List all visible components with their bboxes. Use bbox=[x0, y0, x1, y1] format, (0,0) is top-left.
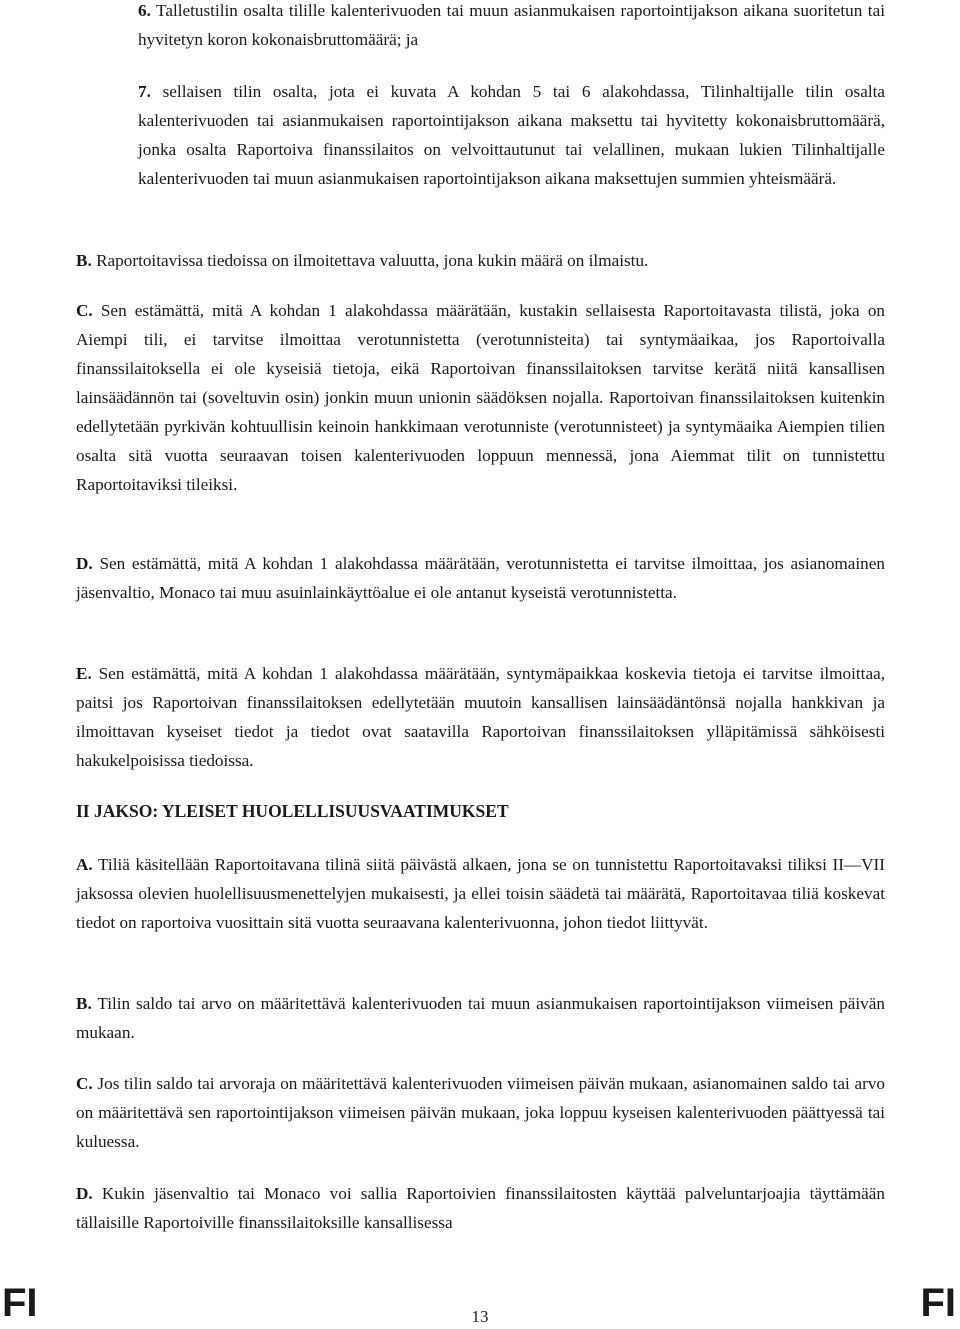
section2-paragraph-c bbox=[76, 1069, 885, 1156]
page-number: 13 bbox=[471, 1307, 489, 1326]
paragraph-marker: D. bbox=[76, 554, 93, 573]
paragraph-text: Kukin jäsenvaltio tai Monaco voi sallia Raportoivien finanssilaitosten käyttää palveluntarjoajia täyttämään tällaisille Raportoiville finanssilaitoksille kansallisessa bbox=[76, 1184, 886, 1232]
section2-paragraph-b bbox=[76, 989, 885, 1047]
paragraph-marker: C. bbox=[76, 301, 93, 320]
list-marker: 6. bbox=[138, 1, 151, 20]
list-item-6 bbox=[138, 0, 885, 54]
paragraph-e bbox=[76, 659, 885, 775]
paragraph-d bbox=[76, 549, 885, 607]
paragraph-marker: A. bbox=[76, 855, 93, 874]
list-marker: 7. bbox=[138, 82, 151, 101]
paragraph-text: Sen estämättä, mitä A kohdan 1 alakohdassa määrätään, verotunnistetta ei tarvitse ilmoittaa, jos asianomainen jäsenvaltio, Monaco tai muu asuinlainkäyttöalue ei ole antanut kyseistä verotunnistetta. bbox=[76, 554, 885, 602]
paragraph-text: Raportoitavissa tiedoissa on ilmoitettava valuutta, jona kukin määrä on ilmaistu. bbox=[96, 251, 649, 270]
paragraph-text: Tilin saldo tai arvo on määritettävä kalenterivuoden tai muun asianmukaisen raportointijakson viimeisen päivän mukaan. bbox=[76, 994, 885, 1042]
footer-language-mark-left: FI bbox=[2, 1281, 38, 1325]
paragraph-marker: B. bbox=[76, 251, 92, 270]
paragraph-marker: D. bbox=[76, 1184, 93, 1203]
section-heading: II JAKSO: YLEISET HUOLELLISUUSVAATIMUKSET bbox=[76, 801, 509, 821]
paragraph-c bbox=[76, 296, 885, 499]
section2-paragraph-a bbox=[76, 850, 885, 937]
paragraph-text: Sen estämättä, mitä A kohdan 1 alakohdassa määrätään, kustakin sellaisesta Raportoitavasta tilistä, joka on Aiempi tili, ei tarvitse ilmoittaa verotunnistetta (verotunnisteita) tai syntymäaikaa, jos Raportoivalla finanssilaitoksella ei ole kyseisiä tietoja, eikä Raportoivan finanssilaitoksen tarvitse kerätä niitä kansallisen lainsäädännön tai (soveltuvin osin) jonkin muun unionin säädöksen nojalla. Raportoivan finanssilaitoksen kuitenkin edellytetään pyrkivän kohtuullisin keinoin hankkimaan verotunniste (verotunnisteet) ja syntymäaika Aiempien tilien osalta sitä vuotta seuraavan toisen kalenterivuoden loppuun mennessä, jona Aiemmat tilit on tunnistettu Raportoitaviksi tileiksi. bbox=[76, 301, 886, 494]
section2-paragraph-d bbox=[76, 1179, 885, 1237]
footer-language-mark-right: FI bbox=[920, 1281, 956, 1325]
paragraph-text: Tiliä käsitellään Raportoitavana tilinä siitä päivästä alkaen, jona se on tunnistettu Raportoitavaksi tiliksi II—VII jaksossa olevien huolellisuusmenettelyjen mukaisesti, ja ellei toisin säädetä tai määrätä, Raportoitavaa tiliä koskevat tiedot on raportoiva vuosittain sitä vuotta seuraavana kalenterivuonna, johon tiedot liittyvät. bbox=[76, 855, 885, 932]
list-item-7 bbox=[138, 77, 885, 193]
paragraph-text: Jos tilin saldo tai arvoraja on määritettävä kalenterivuoden viimeisen päivän mukaan, asianomainen saldo tai arvo on määritettävä sen raportointijakson viimeisen päivän mukaan, joka loppuu kyseisen kalenterivuoden päättyessä tai kuluessa. bbox=[76, 1074, 886, 1151]
paragraph-text: Sen estämättä, mitä A kohdan 1 alakohdassa määrätään, syntymäpaikkaa koskevia tietoja ei tarvitse ilmoittaa, paitsi jos Raportoivan finanssilaitoksen edellytetään muutoin kansallisen lainsäädäntönsä nojalla hankkivan ja ilmoittavan kyseiset tiedot ja tiedot ovat saatavilla Raportoivan finanssilaitoksen ylläpitämissä sähköisesti hakukelpoisissa tiedoissa. bbox=[76, 664, 886, 770]
list-item-text: sellaisen tilin osalta, jota ei kuvata A kohdan 5 tai 6 alakohdassa, Tilinhaltijalle tilin osalta kalenterivuoden tai asianmukaisen raportointijakson aikana maksettu tai hyvitetty kokonaisbruttomäärä, jonka osalta Raportoiva finanssilaitos on velvoittautunut tai velallinen, mukaan lukien Tilinhaltijalle kalenterivuoden tai muun asianmukaisen raportointijakson aikana maksettujen summien yhteismäärä. bbox=[138, 82, 886, 188]
paragraph-marker: C. bbox=[76, 1074, 93, 1093]
list-item-text: Talletustilin osalta tilille kalenterivuoden tai muun asianmukaisen raportointijakson aikana suoritetun tai hyvitetyn koron kokonaisbruttomäärä; ja bbox=[138, 1, 885, 49]
paragraph-b bbox=[76, 246, 885, 275]
paragraph-marker: B. bbox=[76, 994, 92, 1013]
paragraph-marker: E. bbox=[76, 664, 92, 683]
